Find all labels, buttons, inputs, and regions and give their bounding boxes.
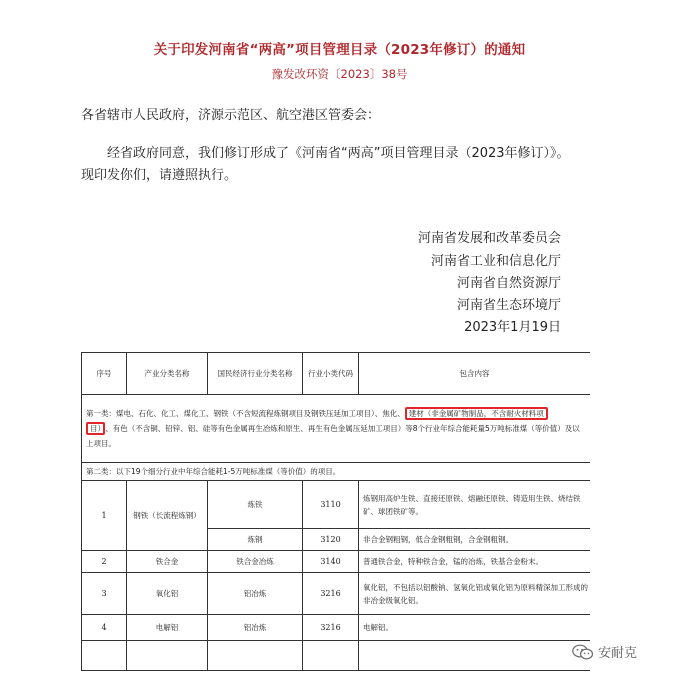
row-content: 非合金钢粗钢，低合金钢粗钢，合金钢粗钢。 — [359, 529, 591, 551]
class1-part4: 、有色（不含铜、铅锌、铝、硅等有色金属再生冶炼和原生、再生有色金属压延加工项目）等8个行业年综合能耗量5万吨标准煤（等价值）及以上项目。 — [86, 424, 580, 448]
row-content: 氧化铝，不包括以铝酸钠、氢氧化铝或氧化铝为原料精深加工形成的非冶金级氧化铝。 — [359, 573, 591, 615]
signatory-3: 河南省自然资源厅 — [456, 276, 561, 291]
wechat-icon — [572, 644, 594, 660]
class1-highlight-1: 建材（非金属矿物制品，不含耐火材料项 — [405, 407, 548, 420]
class1-highlight-2: 目） — [86, 422, 105, 435]
row-code: 3110 — [303, 481, 359, 529]
row-content: 电解铝。 — [359, 615, 591, 641]
class1-part1: 第一类：煤电、石化、化工、煤化工、钢铁（不含短流程炼钢项目及钢铁压延加工项目）、焦化、 — [86, 409, 405, 418]
row-industry: 钢铁（长流程炼钢） — [127, 481, 208, 551]
table-row — [82, 615, 591, 641]
row-econ: 铝冶炼 — [208, 573, 303, 615]
header-code: 行业小类代码 — [303, 353, 359, 395]
document-number: 豫发改环资〔2023〕38号 — [271, 67, 408, 81]
notice-title: 关于印发河南省“两高”项目管理目录（2023年修订）的通知 — [153, 42, 526, 58]
row-econ: 铝冶炼 — [208, 615, 303, 641]
watermark — [572, 642, 637, 661]
directory-table — [81, 352, 590, 680]
row-econ: 铁合金冶炼 — [208, 551, 303, 573]
row-econ: 炼钢 — [208, 529, 303, 551]
table-row — [82, 481, 591, 529]
row-industry: 铁合金 — [127, 551, 208, 573]
row-content: 普通铁合金，特种铁合金，锰的冶炼，铁基合金粉末。 — [359, 551, 591, 573]
row-seq: 2 — [82, 551, 127, 573]
row-code: 3140 — [303, 551, 359, 573]
table-row — [82, 573, 591, 615]
table-row — [82, 551, 591, 573]
header-seq: 序号 — [82, 353, 127, 395]
class1-text — [82, 395, 591, 463]
row-content: 炼钢用高炉生铁、直接还原铁、熔融还原铁、铸造用生铁、烧结铁矿、球团铁矿等。 — [359, 481, 591, 529]
row-seq: 3 — [82, 573, 127, 615]
class2-row — [82, 463, 591, 481]
signatory-4: 河南省生态环境厅 — [456, 298, 561, 313]
row-code: 3216 — [303, 573, 359, 615]
table-header-row — [82, 353, 591, 395]
signatory-1: 河南省发展和改革委员会 — [417, 231, 561, 246]
signatory-2: 河南省工业和信息化厅 — [430, 254, 561, 269]
notice-date: 2023年1月19日 — [464, 320, 561, 335]
class2-text: 第二类：以下19个细分行业中年综合能耗1-5万吨标准煤（等价值）的项目。 — [82, 463, 591, 481]
notice-body: 经省政府同意，我们修订形成了《河南省“两高”项目管理目录（2023年修订）》。现印发你们，请遵照执行。 — [81, 146, 570, 183]
row-seq: 4 — [82, 615, 127, 641]
header-content: 包含内容 — [359, 353, 591, 395]
row-industry: 电解铝 — [127, 615, 208, 641]
row-code: 3120 — [303, 529, 359, 551]
watermark-text: 安耐克 — [598, 646, 638, 661]
class1-row — [82, 395, 591, 463]
table-row — [82, 641, 591, 671]
row-seq: 1 — [82, 481, 127, 551]
row-industry: 氧化铝 — [127, 573, 208, 615]
addressee: 各省辖市人民政府，济源示范区、航空港区管委会： — [81, 108, 381, 123]
row-econ: 炼铁 — [208, 481, 303, 529]
header-industry: 产业分类名称 — [127, 353, 208, 395]
header-econ: 国民经济行业分类名称 — [208, 353, 303, 395]
row-code: 3216 — [303, 615, 359, 641]
